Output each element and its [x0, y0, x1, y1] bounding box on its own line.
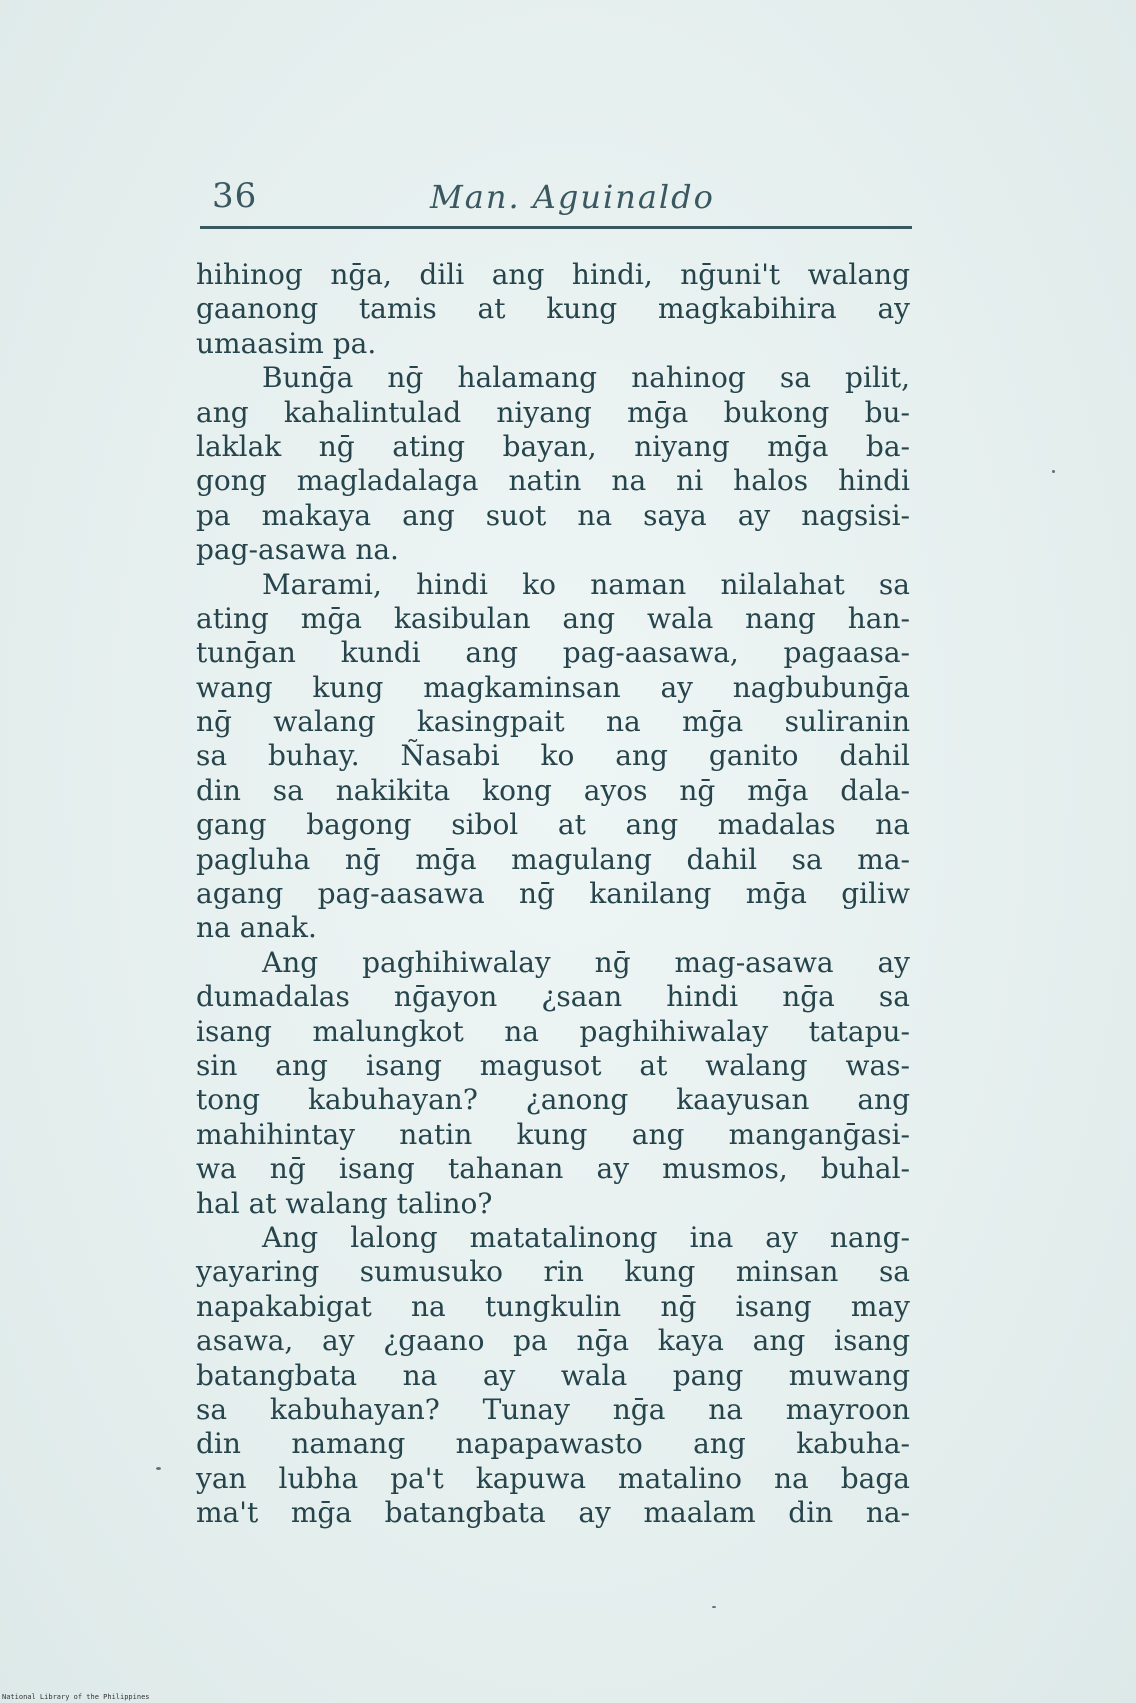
text-line: yan lubha pa't kapuwa matalino na baga	[196, 1461, 910, 1495]
text-line: tong kabuhayan? ¿anong kaayusan ang	[196, 1083, 910, 1117]
text-line: pagluha nḡ mḡa magulang dahil sa ma-	[196, 842, 910, 876]
text-line: din namang napapawasto ang kabuha-	[196, 1427, 910, 1461]
paragraph-start-line: Marami, hindi ko naman nilalahat sa	[262, 567, 910, 601]
text-line: wa nḡ isang tahanan ay musmos, buhal-	[196, 1152, 910, 1186]
text-line: gaanong tamis at kung magkabihira ay	[196, 292, 910, 326]
page-number: 36	[212, 176, 258, 216]
text-line: sin ang isang magusot at walang was-	[196, 1048, 910, 1082]
header-rule	[200, 226, 912, 229]
text-line: sa buhay. Ñasabi ko ang ganito dahil	[196, 739, 910, 773]
text-line: na anak.	[196, 911, 317, 945]
text-line: isang malungkot na paghihiwalay tatapu-	[196, 1014, 910, 1048]
text-line: pag-asawa na.	[196, 533, 399, 567]
text-line: napakabigat na tungkulin nḡ isang may	[196, 1289, 910, 1323]
body-text	[196, 258, 910, 1530]
text-line: dumadalas nḡayon ¿saan hindi nḡa sa	[196, 980, 910, 1014]
text-line: din sa nakikita kong ayos nḡ mḡa dala-	[196, 773, 910, 807]
text-line: pa makaya ang suot na saya ay nagsisi-	[196, 498, 910, 532]
text-line: batangbata na ay wala pang muwang	[196, 1358, 910, 1392]
paragraph-start-line: Ang lalong matatalinong ina ay nang-	[262, 1220, 910, 1254]
scan-speck	[712, 1606, 716, 1608]
text-line: sa kabuhayan? Tunay nḡa na mayroon	[196, 1392, 910, 1426]
library-credit: National Library of the Philippines	[2, 1693, 150, 1701]
text-line: laklak nḡ ating bayan, niyang mḡa ba-	[196, 429, 910, 463]
text-line: nḡ walang kasingpait na mḡa suliranin	[196, 705, 910, 739]
scan-speck	[156, 1467, 161, 1470]
text-line: mahihintay natin kung ang manganḡasi-	[196, 1117, 910, 1151]
text-line: ating mḡa kasibulan ang wala nang han-	[196, 601, 910, 635]
text-line: gang bagong sibol at ang madalas na	[196, 808, 910, 842]
page-header	[212, 176, 910, 226]
text-line: hihinog nḡa, dili ang hindi, nḡuni't walang	[196, 258, 910, 291]
paragraph-start-line: Bunḡa nḡ halamang nahinog sa pilit,	[262, 361, 910, 395]
text-line: hal at walang talino?	[196, 1186, 493, 1220]
text-line: asawa, ay ¿gaano pa nḡa kaya ang isang	[196, 1324, 910, 1358]
running-head: Man. Aguinaldo	[430, 178, 715, 216]
text-line: tunḡan kundi ang pag-aasawa, pagaasa-	[196, 636, 910, 670]
text-line: ang kahalintulad niyang mḡa bukong bu-	[196, 395, 910, 429]
text-line: ma't mḡa batangbata ay maalam din na-	[196, 1496, 910, 1530]
text-line: yayaring sumusuko rin kung minsan sa	[196, 1255, 910, 1289]
scan-speck	[1052, 470, 1055, 473]
paragraph-start-line: Ang paghihiwalay nḡ mag-asawa ay	[262, 945, 910, 979]
text-line: wang kung magkaminsan ay nagbubunḡa	[196, 670, 910, 704]
text-line: umaasim pa.	[196, 326, 377, 360]
text-line: agang pag-aasawa nḡ kanilang mḡa giliw	[196, 877, 910, 911]
text-line: gong magladalaga natin na ni halos hindi	[196, 464, 910, 498]
